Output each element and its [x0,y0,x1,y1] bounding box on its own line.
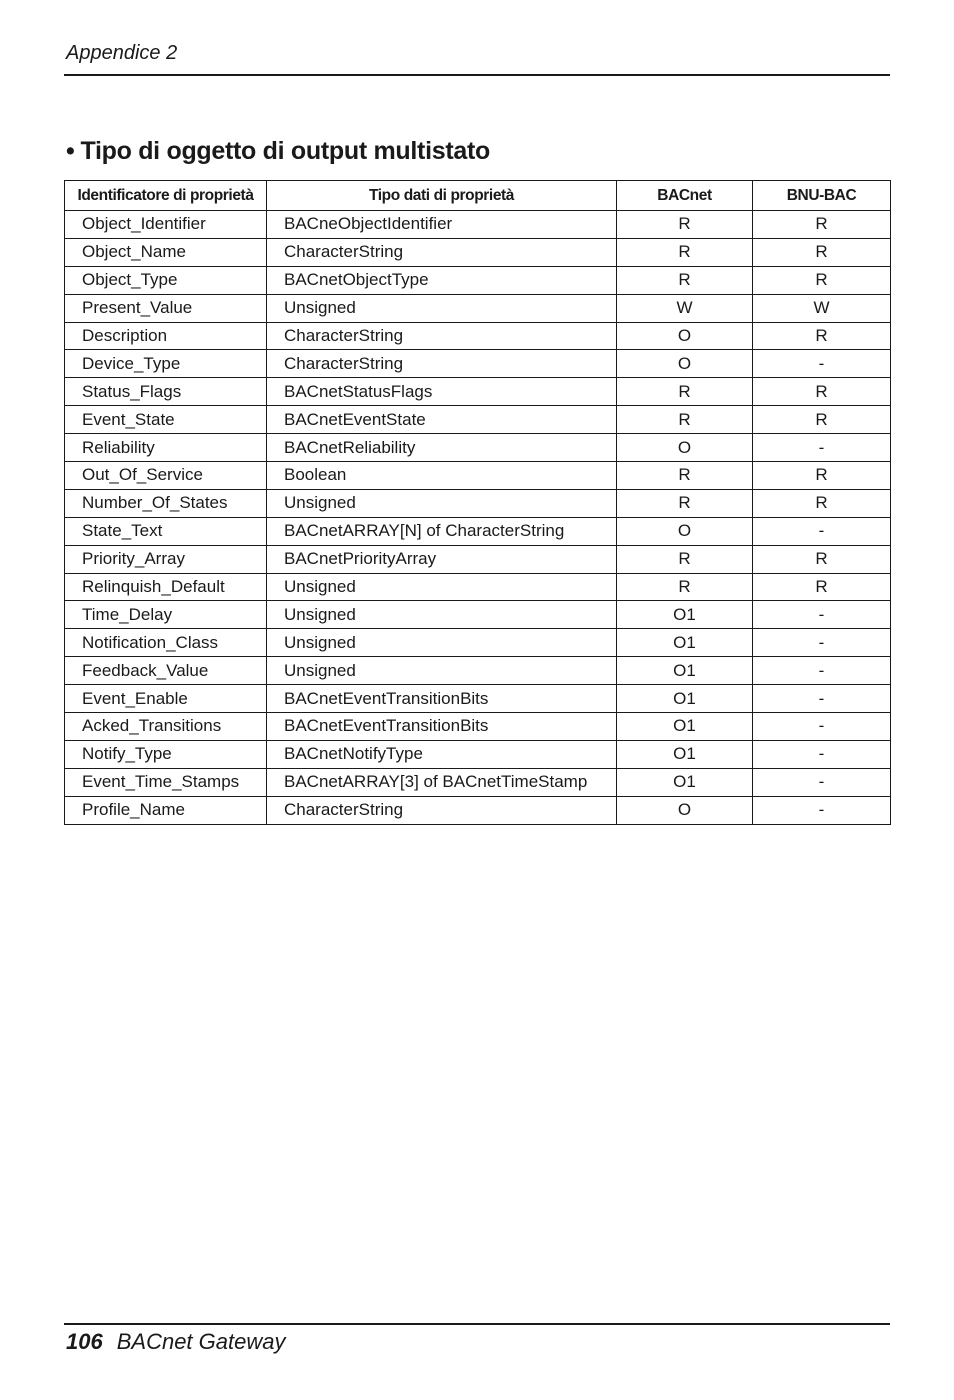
cell-data-type: BACnetPriorityArray [267,545,617,573]
cell-bacnet: O [617,517,753,545]
cell-property-id: Event_Time_Stamps [65,768,267,796]
cell-bacnet: O1 [617,657,753,685]
cell-bnu-bac: - [753,657,891,685]
table-row [65,462,891,490]
cell-property-id: Event_State [65,406,267,434]
cell-bnu-bac: R [753,211,891,239]
cell-data-type: BACnetReliability [267,434,617,462]
table-row [65,796,891,824]
cell-data-type: BACnetStatusFlags [267,378,617,406]
cell-bacnet: O [617,350,753,378]
cell-bacnet: R [617,238,753,266]
cell-property-id: Notify_Type [65,740,267,768]
cell-bacnet: R [617,573,753,601]
cell-property-id: Number_Of_States [65,489,267,517]
cell-property-id: State_Text [65,517,267,545]
table-row [65,685,891,713]
header-rule [64,74,890,76]
cell-property-id: Status_Flags [65,378,267,406]
cell-bacnet: R [617,462,753,490]
cell-property-id: Device_Type [65,350,267,378]
table-row [65,322,891,350]
cell-data-type: Unsigned [267,573,617,601]
table-row [65,266,891,294]
cell-bnu-bac: R [753,322,891,350]
table-row [65,713,891,741]
cell-bnu-bac: R [753,266,891,294]
table-row [65,211,891,239]
cell-bnu-bac: R [753,489,891,517]
table-row [65,350,891,378]
cell-bnu-bac: W [753,294,891,322]
table-row [65,545,891,573]
cell-bacnet: R [617,545,753,573]
cell-data-type: BACnetObjectType [267,266,617,294]
table-row [65,406,891,434]
document-title: BACnet Gateway [116,1329,286,1354]
cell-data-type: Unsigned [267,601,617,629]
cell-data-type: Unsigned [267,489,617,517]
cell-bacnet: O [617,434,753,462]
cell-data-type: BACneObjectIdentifier [267,211,617,239]
table-row [65,517,891,545]
cell-bacnet: O [617,796,753,824]
running-header: Appendice 2 [66,42,178,64]
column-header-data-type: Tipo dati di proprietà [267,181,617,211]
table-row [65,573,891,601]
cell-data-type: Unsigned [267,657,617,685]
cell-data-type: BACnetNotifyType [267,740,617,768]
cell-data-type: Unsigned [267,294,617,322]
footer-rule [64,1323,890,1325]
cell-bacnet: R [617,266,753,294]
cell-property-id: Acked_Transitions [65,713,267,741]
cell-data-type: BACnetEventTransitionBits [267,713,617,741]
cell-data-type: Unsigned [267,629,617,657]
table-body [65,211,891,825]
cell-bacnet: R [617,489,753,517]
table-row [65,768,891,796]
column-header-bacnet: BACnet [617,181,753,211]
cell-bacnet: O [617,322,753,350]
column-header-bnu-bac: BNU-BAC [753,181,891,211]
cell-data-type: Boolean [267,462,617,490]
cell-bnu-bac: - [753,685,891,713]
cell-property-id: Notification_Class [65,629,267,657]
page-number: 106 [66,1329,103,1354]
cell-bacnet: O1 [617,740,753,768]
table-row [65,294,891,322]
cell-bnu-bac: - [753,517,891,545]
table-row [65,238,891,266]
cell-data-type: BACnetEventState [267,406,617,434]
cell-property-id: Object_Name [65,238,267,266]
table-row [65,489,891,517]
cell-data-type: CharacterString [267,238,617,266]
cell-property-id: Reliability [65,434,267,462]
cell-bnu-bac: R [753,573,891,601]
running-footer [66,1329,285,1355]
cell-property-id: Profile_Name [65,796,267,824]
table-row [65,657,891,685]
cell-bnu-bac: - [753,601,891,629]
cell-bacnet: O1 [617,713,753,741]
cell-bnu-bac: R [753,545,891,573]
cell-bnu-bac: - [753,713,891,741]
cell-bnu-bac: - [753,768,891,796]
cell-bnu-bac: R [753,378,891,406]
cell-data-type: BACnetEventTransitionBits [267,685,617,713]
cell-data-type: BACnetARRAY[3] of BACnetTimeStamp [267,768,617,796]
cell-property-id: Description [65,322,267,350]
cell-bacnet: W [617,294,753,322]
cell-property-id: Time_Delay [65,601,267,629]
cell-bnu-bac: - [753,740,891,768]
cell-data-type: CharacterString [267,322,617,350]
title-bullet: • [66,137,75,165]
cell-property-id: Out_Of_Service [65,462,267,490]
cell-data-type: CharacterString [267,796,617,824]
property-table [64,180,891,825]
cell-property-id: Event_Enable [65,685,267,713]
cell-bnu-bac: - [753,796,891,824]
column-header-property-id: Identificatore di proprietà [65,181,267,211]
table-row [65,378,891,406]
cell-bacnet: R [617,378,753,406]
cell-property-id: Present_Value [65,294,267,322]
table-row [65,434,891,462]
cell-property-id: Priority_Array [65,545,267,573]
title-text: Tipo di oggetto di output multistato [80,137,490,165]
cell-bnu-bac: R [753,462,891,490]
table-header-row [65,181,891,211]
cell-data-type: CharacterString [267,350,617,378]
cell-property-id: Feedback_Value [65,657,267,685]
cell-property-id: Relinquish_Default [65,573,267,601]
table-row [65,740,891,768]
table-row [65,601,891,629]
cell-bacnet: O1 [617,768,753,796]
cell-bnu-bac: - [753,434,891,462]
cell-bacnet: O1 [617,629,753,657]
cell-bacnet: O1 [617,601,753,629]
cell-property-id: Object_Identifier [65,211,267,239]
cell-bnu-bac: R [753,406,891,434]
cell-bacnet: O1 [617,685,753,713]
table-row [65,629,891,657]
cell-property-id: Object_Type [65,266,267,294]
cell-bnu-bac: - [753,629,891,657]
cell-bnu-bac: R [753,238,891,266]
cell-bnu-bac: - [753,350,891,378]
cell-bacnet: R [617,406,753,434]
section-title [66,137,490,166]
cell-bacnet: R [617,211,753,239]
cell-data-type: BACnetARRAY[N] of CharacterString [267,517,617,545]
